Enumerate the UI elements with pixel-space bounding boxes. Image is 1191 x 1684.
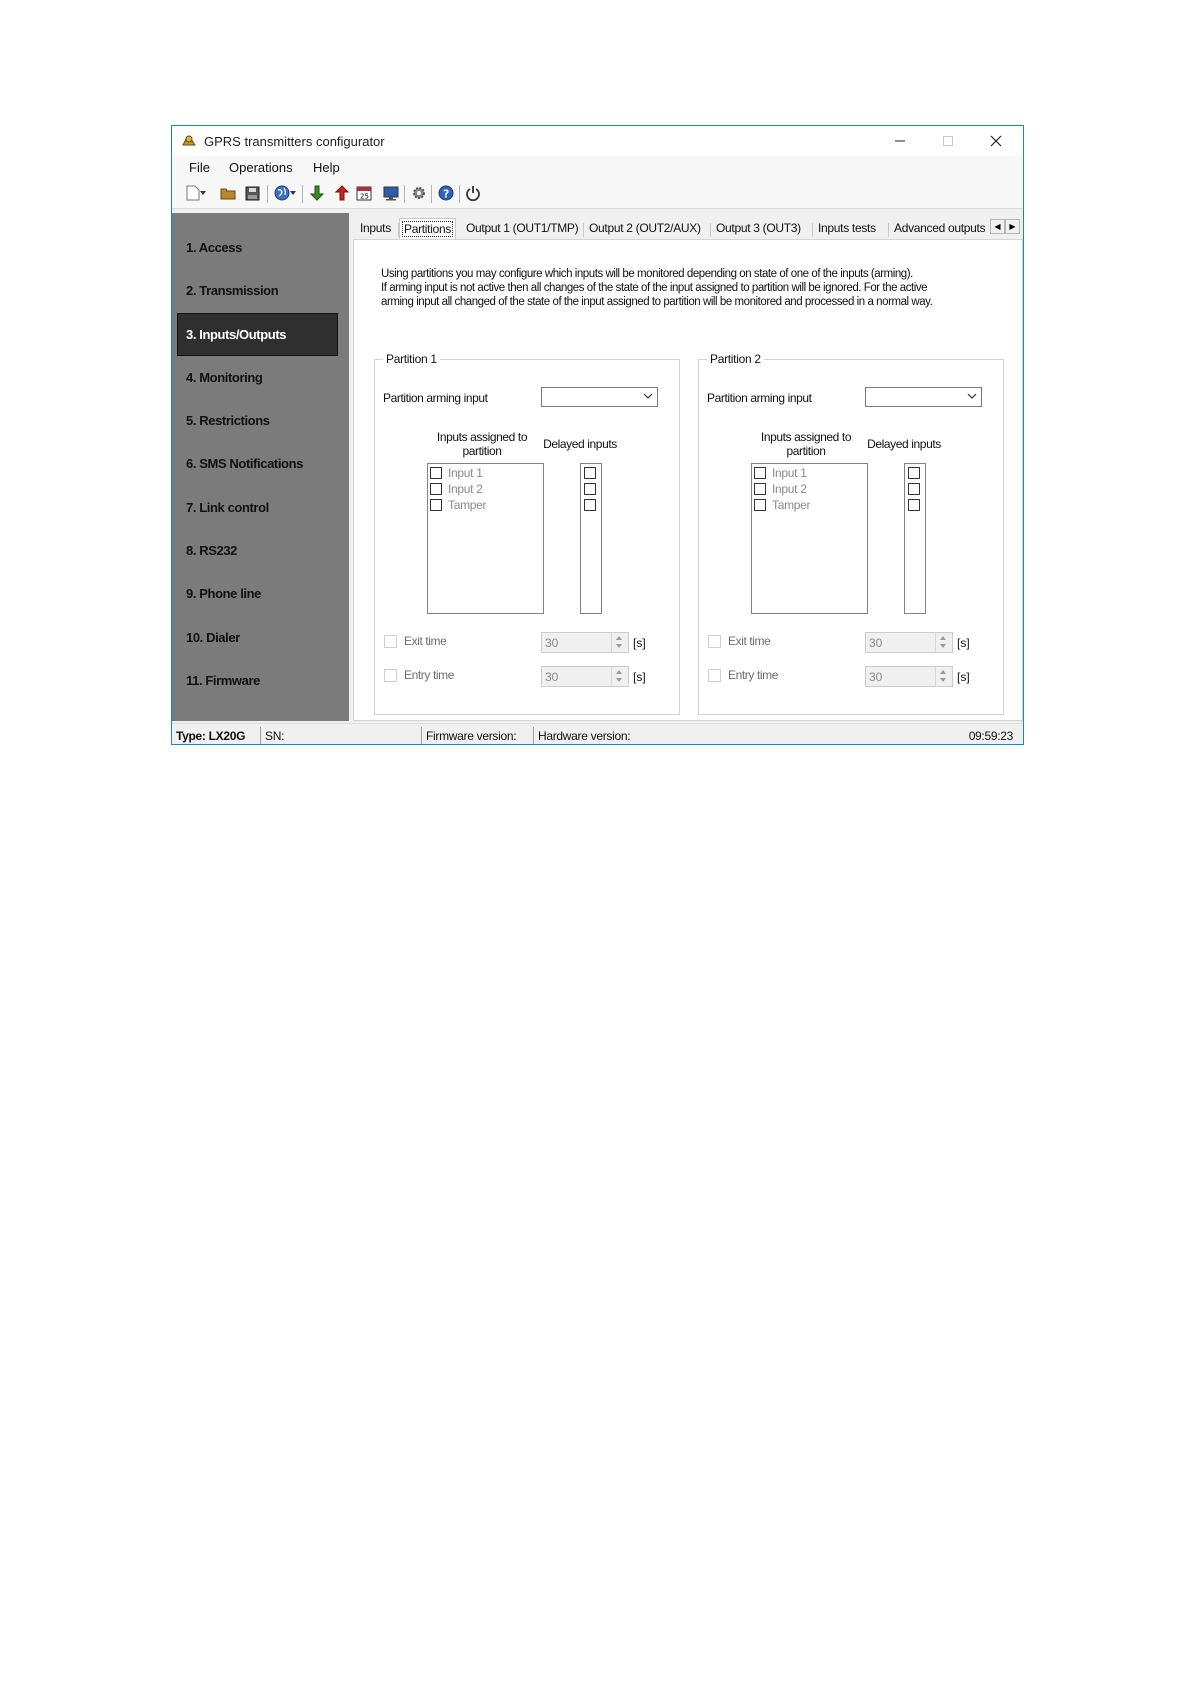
menu-file[interactable]: File — [189, 160, 210, 175]
list-item[interactable] — [754, 497, 810, 513]
app-window — [171, 125, 1024, 745]
sidebar-item-phone-line[interactable]: 9. Phone line — [186, 586, 261, 601]
status-bar — [172, 723, 1023, 745]
partition-2-group — [698, 352, 1004, 715]
list-item[interactable] — [430, 497, 486, 513]
svg-text:?: ? — [443, 187, 450, 201]
partition-1-assigned-header-line-2: partition — [462, 444, 502, 458]
delayed-checkbox[interactable] — [908, 467, 920, 479]
globe-dropdown-icon[interactable] — [289, 184, 297, 202]
partition-1-exit-time-checkbox[interactable] — [384, 635, 397, 648]
tab-inputs[interactable]: Inputs — [360, 221, 391, 235]
list-item[interactable] — [430, 481, 483, 497]
sidebar-item-monitoring[interactable]: 4. Monitoring — [186, 370, 263, 385]
partition-1-entry-time-checkbox[interactable] — [384, 669, 397, 682]
list-item[interactable] — [430, 465, 483, 481]
tab-strip — [353, 218, 1023, 240]
spin-buttons[interactable] — [611, 667, 628, 686]
close-button[interactable] — [973, 126, 1019, 156]
partition-2-entry-time-label: Entry time — [728, 668, 779, 682]
open-folder-icon[interactable] — [219, 184, 237, 202]
status-hardware-version: Hardware version: — [538, 729, 631, 743]
unit-label: [s] — [633, 670, 646, 684]
unit-label: [s] — [957, 636, 970, 650]
partition-1-entry-time-label: Entry time — [404, 668, 455, 682]
list-item-label: Input 2 — [772, 482, 807, 496]
spin-buttons[interactable] — [935, 633, 952, 652]
partition-2-exit-time-stepper[interactable] — [865, 632, 953, 653]
checkbox[interactable] — [430, 483, 442, 495]
window-title: GPRS transmitters configurator — [204, 134, 385, 149]
info-line-1: Using partitions you may configure which inputs will be monitored depending on state of one of the inputs (arming). — [381, 268, 913, 280]
chevron-down-icon — [643, 391, 653, 401]
partition-2-title: Partition 2 — [707, 352, 764, 366]
tab-inputs-tests[interactable]: Inputs tests — [818, 221, 876, 235]
sidebar-item-sms-notifications[interactable]: 6. SMS Notifications — [186, 456, 303, 471]
sidebar — [172, 213, 349, 721]
status-device-type: Type: LX20G — [176, 729, 246, 743]
maximize-button[interactable] — [925, 126, 971, 156]
menu-operations[interactable]: Operations — [229, 160, 293, 175]
status-serial-number: SN: — [265, 729, 285, 743]
partition-2-assigned-header-line-2: partition — [786, 444, 826, 458]
partition-1-title: Partition 1 — [383, 352, 440, 366]
sidebar-item-transmission[interactable]: 2. Transmission — [186, 283, 279, 298]
chevron-down-icon — [967, 391, 977, 401]
power-icon[interactable] — [464, 184, 482, 202]
toolbar — [172, 178, 1023, 209]
partition-1-exit-time-label: Exit time — [404, 634, 447, 648]
tab-scroll-left-icon[interactable]: ◀ — [990, 219, 1005, 234]
tab-advanced-outputs[interactable]: Advanced outputs — [894, 221, 986, 235]
sidebar-item-firmware[interactable]: 11. Firmware — [186, 673, 260, 688]
new-dropdown-icon[interactable] — [199, 184, 207, 202]
partition-2-assigned-header — [751, 430, 861, 458]
delayed-checkbox[interactable] — [584, 483, 596, 495]
upload-arrow-icon[interactable] — [333, 184, 351, 202]
status-clock: 09:59:23 — [968, 729, 1013, 743]
delayed-checkbox[interactable] — [908, 483, 920, 495]
spin-buttons[interactable] — [611, 633, 628, 652]
unit-label: [s] — [957, 670, 970, 684]
partition-2-exit-time-label: Exit time — [728, 634, 771, 648]
gear-icon[interactable] — [410, 184, 428, 202]
spin-value: 30 — [869, 670, 883, 684]
title-bar[interactable] — [172, 126, 1023, 156]
list-item-label: Input 2 — [448, 482, 483, 496]
spin-value: 30 — [545, 636, 559, 650]
sidebar-item-dialer[interactable]: 10. Dialer — [186, 630, 240, 645]
menu-bar — [172, 156, 1023, 178]
sidebar-item-inputs-outputs[interactable]: 3. Inputs/Outputs — [186, 327, 287, 342]
list-item-label: Input 1 — [448, 466, 483, 480]
status-firmware-version: Firmware version: — [426, 729, 517, 743]
help-icon[interactable] — [437, 184, 455, 202]
partition-1-exit-time-stepper[interactable] — [541, 632, 629, 653]
checkbox[interactable] — [754, 499, 766, 511]
sidebar-item-access[interactable]: 1. Access — [186, 240, 242, 255]
spin-value: 30 — [869, 636, 883, 650]
partition-1-assigned-header-line-1: Inputs assigned to — [436, 430, 528, 444]
save-icon[interactable] — [243, 184, 261, 202]
partition-2-delayed-header: Delayed inputs — [867, 437, 941, 451]
sidebar-item-link-control[interactable]: 7. Link control — [186, 500, 269, 515]
spin-buttons[interactable] — [935, 667, 952, 686]
partition-1-assigned-header — [427, 430, 537, 458]
svg-text:25: 25 — [360, 192, 369, 201]
list-item[interactable] — [754, 481, 807, 497]
calendar-icon[interactable] — [355, 184, 373, 202]
download-arrow-icon[interactable] — [308, 184, 326, 202]
partition-1-group — [374, 352, 680, 715]
tab-partitions[interactable] — [399, 218, 456, 239]
partitions-info-text — [381, 267, 1011, 309]
tab-output-2[interactable]: Output 2 (OUT2/AUX) — [589, 221, 701, 235]
partitions-panel — [353, 239, 1023, 721]
tab-output-3[interactable]: Output 3 (OUT3) — [716, 221, 801, 235]
partition-1-arming-select[interactable] — [541, 387, 658, 407]
minimize-button[interactable] — [877, 126, 923, 156]
spin-value: 30 — [545, 670, 559, 684]
partition-2-inputs-list[interactable] — [751, 463, 868, 614]
info-line-2: If arming input is not active then all changes of the state of the input assigned to partition will be ignored. For the active — [381, 282, 928, 294]
tab-partitions-label: Partitions — [404, 222, 452, 236]
partition-2-entry-time-stepper[interactable] — [865, 666, 953, 687]
partition-1-entry-time-stepper[interactable] — [541, 666, 629, 687]
checkbox[interactable] — [430, 467, 442, 479]
checkbox[interactable] — [430, 499, 442, 511]
partition-1-delayed-header: Delayed inputs — [543, 437, 617, 451]
list-item-label: Input 1 — [772, 466, 807, 480]
partition-2-arming-select[interactable] — [865, 387, 982, 407]
partition-2-arming-label: Partition arming input — [707, 391, 812, 405]
sidebar-item-rs232[interactable]: 8. RS232 — [186, 543, 238, 558]
sidebar-item-restrictions[interactable]: 5. Restrictions — [186, 413, 270, 428]
menu-help[interactable]: Help — [313, 160, 340, 175]
list-item[interactable] — [754, 465, 807, 481]
partition-2-exit-time-checkbox[interactable] — [708, 635, 721, 648]
tab-output-1[interactable]: Output 1 (OUT1/TMP) — [466, 221, 579, 235]
partition-1-delayed-list[interactable] — [580, 463, 602, 614]
partition-1-inputs-list[interactable] — [427, 463, 544, 614]
list-item-label: Tamper — [772, 498, 811, 512]
app-icon — [181, 133, 197, 149]
partition-1-arming-label: Partition arming input — [383, 391, 488, 405]
checkbox[interactable] — [754, 483, 766, 495]
unit-label: [s] — [633, 636, 646, 650]
delayed-checkbox[interactable] — [584, 467, 596, 479]
info-line-3: arming input all changed of the state of the input assigned to partition will be monitored and processed in a normal way. — [381, 296, 933, 308]
monitor-icon[interactable] — [382, 184, 400, 202]
tab-scroll-right-icon[interactable]: ▶ — [1005, 219, 1020, 234]
list-item-label: Tamper — [448, 498, 487, 512]
partition-2-entry-time-checkbox[interactable] — [708, 669, 721, 682]
checkbox[interactable] — [754, 467, 766, 479]
partition-2-assigned-header-line-1: Inputs assigned to — [760, 430, 852, 444]
delayed-checkbox[interactable] — [584, 499, 596, 511]
delayed-checkbox[interactable] — [908, 499, 920, 511]
partition-2-delayed-list[interactable] — [904, 463, 926, 614]
